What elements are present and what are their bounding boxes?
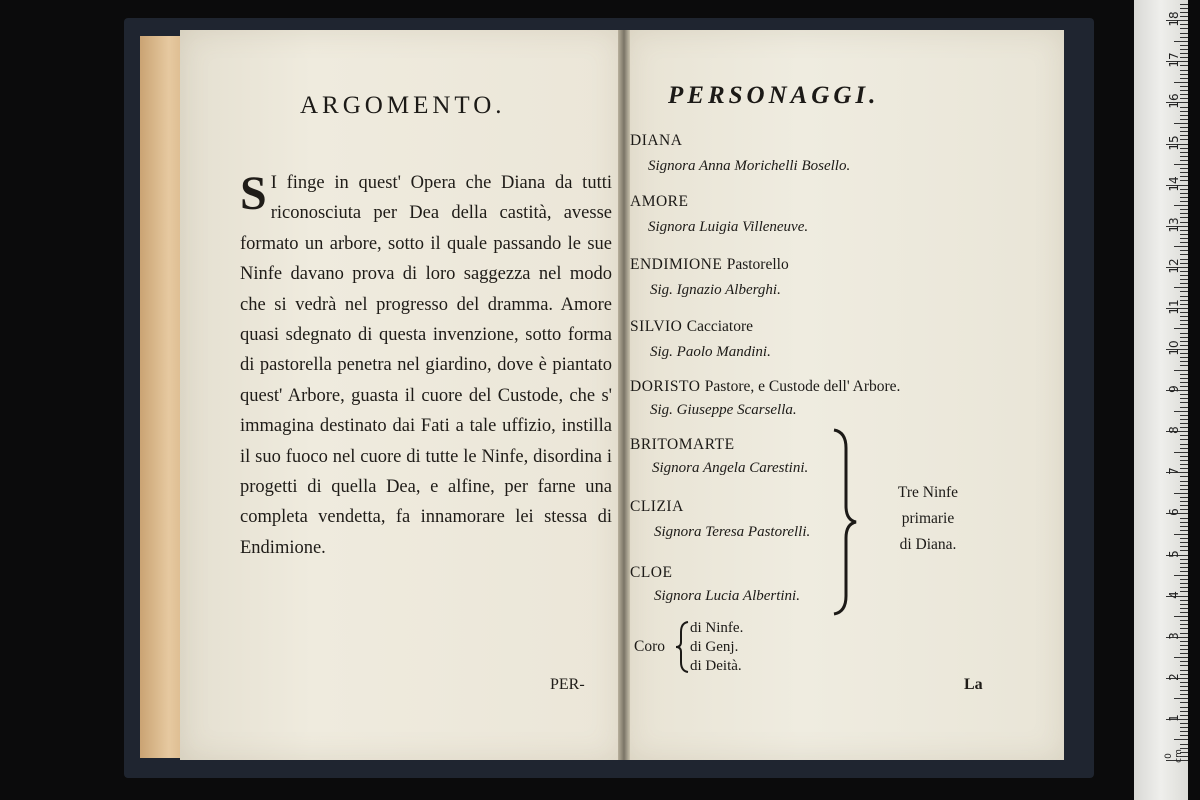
- ruler-tick: [1180, 674, 1188, 675]
- ruler-number: 17: [1167, 52, 1181, 68]
- ruler-tick: [1180, 542, 1188, 543]
- character-singer: Sig. Paolo Mandini.: [650, 344, 771, 360]
- ruler-tick: [1180, 707, 1188, 708]
- ruler-tick: [1180, 456, 1188, 457]
- argomento-title: ARGOMENTO.: [300, 92, 506, 119]
- coro-item: di Deità.: [690, 658, 742, 674]
- ruler-tick: [1174, 698, 1188, 699]
- ruler-tick: [1180, 213, 1188, 214]
- ruler-tick: [1180, 620, 1188, 621]
- ruler-tick: [1180, 735, 1188, 736]
- ruler-tick: [1180, 33, 1188, 34]
- ruler-tick: [1180, 365, 1188, 366]
- brace-icon: [830, 428, 860, 616]
- ruler-tick: [1180, 444, 1188, 445]
- ruler-number: 13: [1167, 217, 1181, 233]
- ruler-tick: [1180, 176, 1188, 177]
- ruler-tick: [1180, 316, 1188, 317]
- ruler-tick: [1180, 127, 1188, 128]
- ruler-number: 6: [1167, 508, 1181, 517]
- ruler-tick: [1174, 287, 1188, 288]
- ruler-tick: [1180, 702, 1188, 703]
- ruler-tick: [1174, 370, 1188, 371]
- ruler-tick: [1180, 464, 1188, 465]
- ruler-tick: [1180, 423, 1188, 424]
- ruler-tick: [1180, 661, 1188, 662]
- ruler-tick: [1180, 94, 1188, 95]
- ruler-tick: [1180, 612, 1188, 613]
- ruler-tick: [1180, 378, 1188, 379]
- ruler-tick: [1180, 571, 1188, 572]
- ruler-tick: [1180, 57, 1188, 58]
- ruler-tick: [1180, 591, 1188, 592]
- ruler-tick: [1180, 4, 1188, 5]
- ruler-tick: [1180, 131, 1188, 132]
- ruler-tick: [1174, 534, 1188, 535]
- ruler-number: 7: [1167, 467, 1181, 476]
- ruler-tick: [1180, 65, 1188, 66]
- ruler-tick: [1180, 296, 1188, 297]
- ruler-tick: [1180, 538, 1188, 539]
- ruler-tick: [1180, 567, 1188, 568]
- ruler-tick: [1180, 86, 1188, 87]
- ruler-tick: [1180, 633, 1188, 634]
- ruler-tick: [1174, 328, 1188, 329]
- ruler-number: 2: [1167, 672, 1181, 681]
- ruler-number: 18: [1167, 11, 1181, 27]
- ruler-tick: [1180, 90, 1188, 91]
- ruler-tick: [1180, 324, 1188, 325]
- ruler-tick: [1180, 197, 1188, 198]
- ruler-tick: [1180, 485, 1188, 486]
- ruler-tick: [1174, 205, 1188, 206]
- ruler-tick: [1180, 481, 1188, 482]
- character-role: DORISTO Pastore, e Custode dell' Arbore.: [630, 378, 901, 395]
- ruler-tick: [1180, 275, 1188, 276]
- ruler-number: 12: [1167, 258, 1181, 274]
- ruler-tick: [1180, 419, 1188, 420]
- ruler-tick: [1180, 283, 1188, 284]
- ruler-tick: [1174, 411, 1188, 412]
- coro-item: di Genj.: [690, 639, 739, 655]
- character-singer: Signora Angela Carestini.: [652, 460, 809, 476]
- ruler-tick: [1180, 686, 1188, 687]
- ruler-tick: [1180, 333, 1188, 334]
- ruler-tick: [1180, 505, 1188, 506]
- ruler-tick: [1180, 250, 1188, 251]
- character-singer: Signora Teresa Pastorelli.: [654, 524, 811, 540]
- ruler-number: 10: [1167, 340, 1181, 356]
- ruler-tick: [1180, 168, 1188, 169]
- ruler-tick: [1174, 657, 1188, 658]
- ruler-tick: [1180, 341, 1188, 342]
- ruler-tick: [1180, 271, 1188, 272]
- ruler-tick: [1180, 148, 1188, 149]
- ruler-tick: [1180, 427, 1188, 428]
- character-singer: Signora Lucia Albertini.: [654, 588, 800, 604]
- ruler-tick: [1180, 49, 1188, 50]
- ruler-tick: [1180, 415, 1188, 416]
- ruler-number: 5: [1167, 549, 1181, 558]
- ruler-tick: [1180, 222, 1188, 223]
- ruler-tick: [1180, 641, 1188, 642]
- ruler-tick: [1180, 217, 1188, 218]
- ruler-tick: [1174, 452, 1188, 453]
- ruler-tick: [1180, 180, 1188, 181]
- ruler-tick: [1180, 279, 1188, 280]
- ruler-tick: [1180, 111, 1188, 112]
- character-desc: Cacciatore: [686, 318, 754, 335]
- ruler-tick: [1174, 164, 1188, 165]
- ruler-tick: [1180, 189, 1188, 190]
- character-role: SILVIO Cacciatore: [630, 318, 754, 335]
- ruler-tick: [1180, 398, 1188, 399]
- ruler-tick: [1180, 24, 1188, 25]
- character-singer: Sig. Ignazio Alberghi.: [650, 282, 781, 298]
- ruler-tick: [1180, 259, 1188, 260]
- ruler-tick: [1180, 460, 1188, 461]
- character-desc: Pastorello: [726, 256, 789, 273]
- ruler-tick: [1180, 135, 1188, 136]
- ruler-tick: [1180, 711, 1188, 712]
- ruler-unit: 0 cm: [1164, 749, 1184, 763]
- ruler-tick: [1174, 246, 1188, 247]
- ruler-tick: [1174, 82, 1188, 83]
- ruler-tick: [1180, 526, 1188, 527]
- ruler-tick: [1180, 304, 1188, 305]
- drop-cap: S: [240, 167, 267, 220]
- ruler-tick: [1180, 744, 1188, 745]
- character-singer: Signora Anna Morichelli Bosello.: [648, 158, 851, 174]
- ruler-number: 16: [1167, 93, 1181, 110]
- nymphs-group-label: Tre Ninfe primarie di Diana.: [897, 484, 959, 553]
- ruler-tick: [1180, 439, 1188, 440]
- ruler-tick: [1180, 435, 1188, 436]
- ruler-number: 14: [1167, 175, 1181, 192]
- character-role: AMORE: [630, 193, 689, 210]
- ruler-tick: [1180, 694, 1188, 695]
- ruler-tick: [1180, 468, 1188, 469]
- ruler-tick: [1180, 242, 1188, 243]
- ruler-tick: [1180, 649, 1188, 650]
- ruler-tick: [1180, 587, 1188, 588]
- ruler-number: 15: [1167, 134, 1181, 151]
- ruler-tick: [1180, 345, 1188, 346]
- ruler-tick: [1174, 739, 1188, 740]
- ruler-tick: [1180, 139, 1188, 140]
- ruler-number: 3: [1167, 631, 1181, 640]
- ruler-tick: [1180, 550, 1188, 551]
- ruler-tick: [1180, 230, 1188, 231]
- ruler-tick: [1180, 604, 1188, 605]
- ruler-tick: [1180, 74, 1188, 75]
- ruler-tick: [1180, 37, 1188, 38]
- ruler-tick: [1180, 579, 1188, 580]
- coro-label: Coro: [634, 638, 665, 655]
- ruler-tick: [1180, 193, 1188, 194]
- ruler-tick: [1180, 386, 1188, 387]
- small-brace-icon: [674, 620, 690, 674]
- ruler-tick: [1180, 263, 1188, 264]
- ruler-tick: [1174, 41, 1188, 42]
- character-singer: Sig. Giuseppe Scarsella.: [650, 402, 797, 418]
- ruler-tick: [1180, 115, 1188, 116]
- ruler-tick: [1174, 123, 1188, 124]
- character-role: CLIZIA: [630, 498, 684, 515]
- ruler-tick: [1180, 78, 1188, 79]
- ruler-tick: [1180, 357, 1188, 358]
- ruler-tick: [1180, 497, 1188, 498]
- character-role: BRITOMARTE: [630, 436, 735, 453]
- ruler-tick: [1180, 559, 1188, 560]
- ruler-number: 1: [1167, 714, 1181, 722]
- character-role: ENDIMIONE Pastorello: [630, 256, 789, 273]
- ruler-number: 11: [1167, 299, 1181, 315]
- ruler-tick: [1174, 575, 1188, 576]
- character-role: DIANA: [630, 132, 683, 149]
- ruler-tick: [1180, 337, 1188, 338]
- ruler-number: 9: [1167, 385, 1181, 393]
- ruler-tick: [1180, 394, 1188, 395]
- ruler-tick: [1180, 353, 1188, 354]
- ruler-tick: [1180, 374, 1188, 375]
- character-singer: Signora Luigia Villeneuve.: [648, 219, 809, 235]
- ruler-tick: [1180, 119, 1188, 120]
- ruler-tick: [1180, 501, 1188, 502]
- ruler-number: 4: [1167, 590, 1181, 599]
- ruler-number: 8: [1167, 426, 1181, 435]
- ruler-tick: [1180, 624, 1188, 625]
- ruler-tick: [1180, 731, 1188, 732]
- left-catchword: PER-: [550, 676, 585, 693]
- ruler-tick: [1180, 402, 1188, 403]
- ruler-tick: [1180, 107, 1188, 108]
- ruler-tick: [1180, 546, 1188, 547]
- ruler-tick: [1180, 727, 1188, 728]
- ruler-tick: [1180, 156, 1188, 157]
- ruler-tick: [1180, 665, 1188, 666]
- ruler-tick: [1180, 201, 1188, 202]
- ruler-tick: [1180, 172, 1188, 173]
- ruler-tick: [1180, 583, 1188, 584]
- ruler-tick: [1180, 489, 1188, 490]
- ruler-tick: [1180, 723, 1188, 724]
- ruler-tick: [1180, 8, 1188, 9]
- ruler-tick: [1180, 234, 1188, 235]
- ruler-tick: [1180, 563, 1188, 564]
- book-gutter: [618, 30, 630, 760]
- ruler-tick: [1180, 608, 1188, 609]
- ruler-tick: [1180, 238, 1188, 239]
- ruler-tick: [1180, 645, 1188, 646]
- ruler-tick: [1180, 12, 1188, 13]
- ruler-tick: [1180, 361, 1188, 362]
- character-role: CLOE: [630, 564, 673, 581]
- ruler-tick: [1180, 509, 1188, 510]
- ruler-tick: [1180, 670, 1188, 671]
- ruler-tick: [1180, 291, 1188, 292]
- ruler-tick: [1180, 45, 1188, 46]
- coro-item: di Ninfe.: [690, 620, 744, 636]
- ruler-tick: [1180, 16, 1188, 17]
- ruler-tick: [1180, 682, 1188, 683]
- ruler-tick: [1180, 300, 1188, 301]
- ruler-tick: [1180, 448, 1188, 449]
- ruler-tick: [1174, 493, 1188, 494]
- ruler-tick: [1180, 518, 1188, 519]
- argomento-text: I finge in quest' Opera che Diana da tutti riconosciuta per Dea della castità, avesse formato un arbore, sotto il quale passando le sue Ninfe davano prova di loro saggezza nel modo che si vedrà nel progresso del dramma. Amore quasi sdegnato di questa invenzione, sotto forma di pastorella penetra nel giardino, dove è piantato quest' Arbore, guasta il cuore del Custode, che s' immagina destinato dai Fati a tale uffizio, instilla il suo fuoco nel cuore di tutte le Ninfe, disordina i progetti di quella Dea, e alfine, per farne una completa vendetta, fa innamorare lei stessa di Endimione.: [240, 173, 612, 558]
- ruler-tick: [1180, 600, 1188, 601]
- ruler-tick: [1180, 320, 1188, 321]
- ruler-tick: [1180, 98, 1188, 99]
- ruler-tick: [1180, 152, 1188, 153]
- ruler-tick: [1180, 407, 1188, 408]
- ruler-tick: [1180, 476, 1188, 477]
- ruler-tick: [1180, 530, 1188, 531]
- ruler-tick: [1180, 312, 1188, 313]
- ruler-tick: [1180, 209, 1188, 210]
- ruler-tick: [1174, 616, 1188, 617]
- argomento-body: [240, 168, 612, 563]
- ruler-tick: [1180, 254, 1188, 255]
- ruler-tick: [1180, 382, 1188, 383]
- right-catchword: La: [964, 676, 983, 693]
- ruler-tick: [1180, 690, 1188, 691]
- ruler-tick: [1180, 70, 1188, 71]
- ruler-tick: [1180, 522, 1188, 523]
- ruler-tick: [1180, 715, 1188, 716]
- ruler-tick: [1180, 653, 1188, 654]
- personaggi-title: PERSONAGGI.: [668, 82, 880, 109]
- ruler-tick: [1180, 53, 1188, 54]
- character-desc: Pastore, e Custode dell' Arbore.: [704, 378, 901, 395]
- ruler-tick: [1180, 628, 1188, 629]
- ruler-tick: [1180, 28, 1188, 29]
- ruler-tick: [1180, 160, 1188, 161]
